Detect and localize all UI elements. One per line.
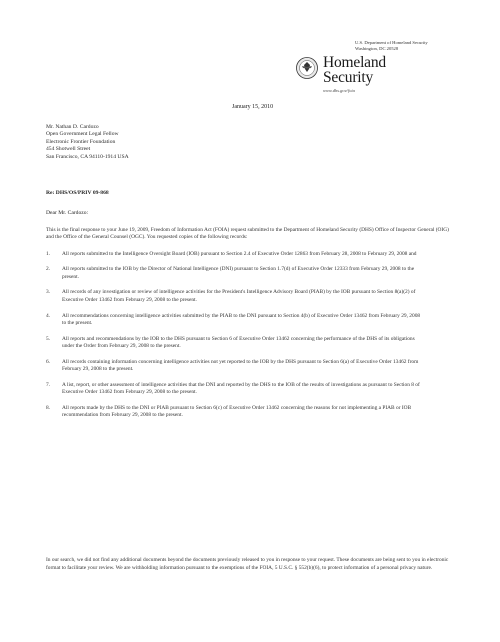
letterhead-address: [355, 40, 475, 51]
letter-body: [46, 227, 450, 428]
reference-line: Re: DHS/OS/PRIV 09-868: [46, 190, 109, 196]
recipient-line: Mr. Nathan D. Cardozo: [46, 124, 99, 130]
list-item-text: All reports and recommendations by the IOB to the DHS pursuant to Section 6 of Executive Order 13462 concerning the performance of the DHS of its obligations under the Order from February 29, 2008 to the present.: [62, 335, 415, 349]
list-item-text: All reports submitted to the Intelligence Oversight Board (IOB) pursuant to Section 2.4 of Executive Order 12863 from February 28, 2008 to February 29, 2008 and: [62, 250, 417, 257]
agency-line1: Homeland: [323, 54, 386, 71]
list-item: 7. A list, report, or other assessment of intelligence activities that the DNI and reported by the DHS to the IOB of the results of investigations as pursuant to Section 8 of Executive Order 13462 from February 29, 2008 to the present.: [46, 381, 420, 396]
recipient-line: Electronic Frontier Foundation: [46, 138, 116, 145]
list-item-text: All recommendations concerning intelligence activities submitted by the PIAB to the DNI pursuant to Section 4(b) of Executive Order 13462 from February 29, 2008 to the present.: [62, 312, 421, 326]
closing-paragraph: In our search, we did not find any additional documents beyond the documents previously released to you in response to your request. These documents are being sent to you in electronic format to facilitate your review. We are withholding information pursuant to the exemptions of the FOIA, 5 U.S.C. § 552(b)(6), to protect information of a personal privacy nature.: [46, 557, 449, 571]
list-item-text: All records containing information concerning intelligence activities not yet reported to the IOB by the DHS pursuant to Section 6(a) of Executive Order 13462 from February 29, 2008 to the present.: [62, 358, 419, 373]
intro-paragraph: This is the final response to your June 19, 2009, Freedom of Information Act (FOIA) request submitted to the Department of Homeland Security (DHS) Office of Inspector General (OIG) and the Office of the General Counsel (OGC). You requested copies of the following records:: [46, 227, 449, 241]
recipient-line: San Francisco, CA 94110-1914 USA: [46, 153, 129, 160]
list-item: 1. All reports submitted to the Intelligence Oversight Board (IOB) pursuant to Section 2.4 of Executive Order 12863 from February 28, 2008 to February 29, 2008 and: [46, 250, 417, 257]
list-item: 6. All records containing information concerning intelligence activities not yet reported to the IOB by the DHS pursuant to Section 6(a) of Executive Order 13462 from February 29, 2008 to the present.: [46, 358, 419, 373]
dhs-seal-icon: [296, 57, 318, 79]
list-item: 8. All reports made by the DHS to the DNI or PIAB pursuant to Section 6(c) of Executive Order 13462 concerning the reasons for not implementing a PIAB or IOB recommendation from February 29, 2008 to the present.: [46, 404, 412, 419]
letter-date: January 15, 2010: [232, 104, 274, 110]
list-item-text: A list, report, or other assessment of intelligence activities that the DNI and reported by the DHS to the IOB of the results of investigations as pursuant to Section 8 of Executive Order 13462 from February 29, 2008 to the present.: [62, 381, 420, 396]
letterhead-address-line: U.S. Department of Homeland Security: [355, 40, 428, 45]
letterhead-address-line: Washington, DC 20528: [355, 45, 399, 51]
recipient-line: 454 Shotwell Street: [46, 146, 91, 153]
list-item: 3. All records of any investigation or review of intelligence activities for the President's Intelligence Advisory Board (PIAB) by the IOB pursuant to Section 8(a)(2) of Executive Order 13462 from February 29, 2008 to the present.: [46, 289, 416, 303]
salutation: Dear Mr. Cardozo:: [46, 210, 89, 216]
list-item-text: All reports made by the DHS to the DNI or PIAB pursuant to Section 6(c) of Executive Order 13462 concerning the reasons for not implementing a PIAB or IOB recommendation from February 29, 2008 to the present.: [62, 404, 412, 419]
list-item: 4. All recommendations concerning intelligence activities submitted by the PIAB to the DNI pursuant to Section 4(b) of Executive Order 13462 from February 29, 2008 to the present.: [46, 312, 421, 326]
list-item-text: All records of any investigation or review of intelligence activities for the President's Intelligence Advisory Board (PIAB) by the IOB pursuant to Section 8(a)(2) of Executive Order 13462 from February 29, 2008 to the present.: [62, 289, 416, 303]
recipient-address: [46, 124, 266, 161]
recipient-line: Open Government Legal Fellow: [46, 131, 119, 138]
agency-website: www.dhs.gov/foia: [323, 88, 355, 93]
request-list: [46, 251, 450, 420]
agency-wordmark: [323, 55, 473, 85]
agency-line2: Security: [323, 69, 374, 86]
list-item: 2. All reports submitted to the IOB by the Director of National Intelligence (DNI) pursuant to Section 1.7(d) of Executive Order 12333 from February 29, 2008 to the present.: [46, 266, 415, 280]
list-item-text: All reports submitted to the IOB by the Director of National Intelligence (DNI) pursuant to Section 1.7(d) of Executive Order 12333 from February 29, 2008 to the present.: [62, 266, 415, 280]
list-item: 5. All reports and recommendations by the IOB to the DHS pursuant to Section 6 of Executive Order 13462 concerning the performance of the DHS of its obligations under the Order from February 29, 2008 to the present.: [46, 335, 415, 349]
